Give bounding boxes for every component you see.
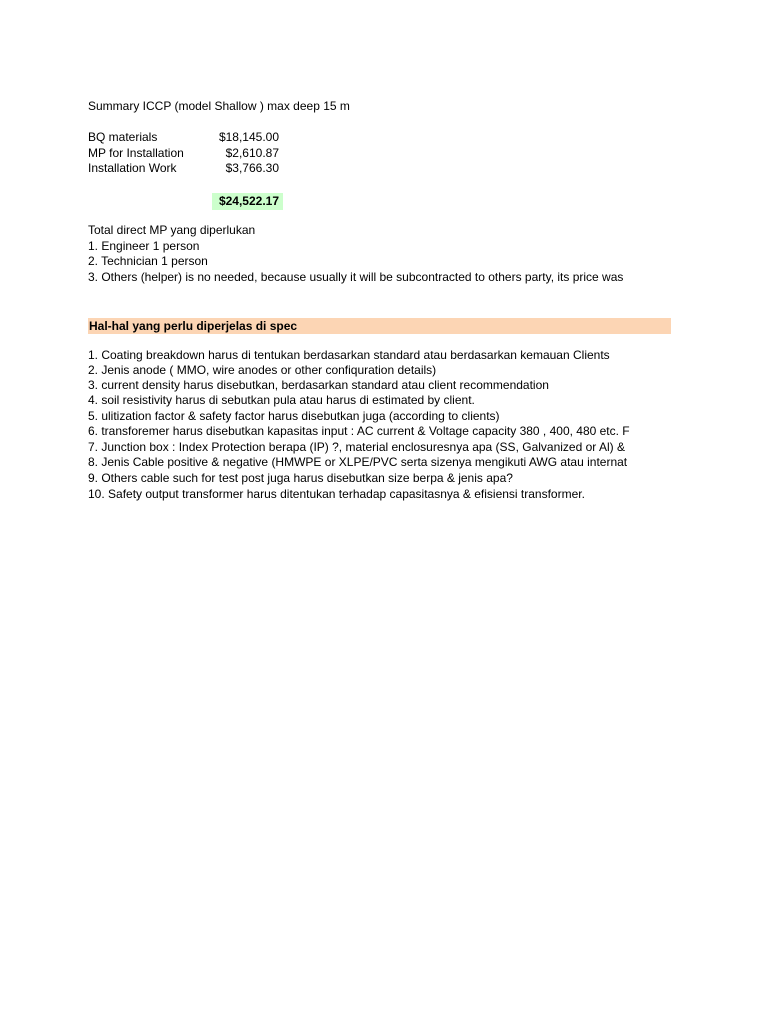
spec-item: 1. Coating breakdown harus di tentukan berdasarkan standard atau berdasarkan kemauan Clients <box>88 348 610 362</box>
spec-item: 9. Others cable such for test post juga harus disebutkan size berpa & jenis apa? <box>88 471 513 485</box>
cost-row-mp-installation <box>88 146 288 161</box>
spec-item: 10. Safety output transformer harus ditentukan terhadap capasitasnya & efisiensi transformer. <box>88 487 585 501</box>
total-cost-value: $24,522.17 <box>218 194 279 208</box>
manpower-title: Total direct MP yang diperlukan <box>88 223 256 237</box>
cost-row-bq-materials <box>88 130 288 145</box>
spec-item: 2. Jenis anode ( MMO, wire anodes or other confiquration details) <box>88 363 437 377</box>
manpower-item: 2. Technician 1 person <box>88 254 208 268</box>
manpower-item: 3. Others (helper) is no needed, because usually it will be subcontracted to others party, its price was <box>88 270 624 284</box>
spec-section-header <box>88 318 671 334</box>
cost-amount: $3,766.30 <box>225 161 279 175</box>
spec-item: 8. Jenis Cable positive & negative (HMWPE or XLPE/PVC serta sizenya mengikuti AWG atau internat <box>88 455 628 469</box>
summary-title: Summary ICCP (model Shallow ) max deep 15 m <box>88 99 350 113</box>
spec-item: 4. soil resistivity harus di sebutkan pula atau harus di estimated by client. <box>88 393 475 407</box>
spec-item: 5. ulitization factor & safety factor harus disebutkan juga (according to clients) <box>88 409 500 423</box>
spec-item: 6. transforemer harus disebutkan kapasitas input : AC current & Voltage capacity 380 , 400, 480 etc. F <box>88 424 630 438</box>
cost-label: Installation Work <box>88 161 177 175</box>
total-cost-cell <box>212 193 283 211</box>
spec-item: 7. Junction box : Index Protection berapa (IP) ?, material enclosuresnya apa (SS, Galvanized or Al) & <box>88 440 625 454</box>
cost-row-installation-work <box>88 161 288 176</box>
cost-label: MP for Installation <box>88 146 184 160</box>
spreadsheet-sheet <box>88 0 671 1024</box>
cost-amount: $18,145.00 <box>218 130 279 144</box>
cost-amount: $2,610.87 <box>225 146 279 160</box>
manpower-item: 1. Engineer 1 person <box>88 239 200 253</box>
spec-section-title: Hal-hal yang perlu diperjelas di spec <box>89 319 298 333</box>
spec-item: 3. current density harus disebutkan, berdasarkan standard atau client recommendation <box>88 378 549 392</box>
cost-label: BQ materials <box>88 130 158 144</box>
